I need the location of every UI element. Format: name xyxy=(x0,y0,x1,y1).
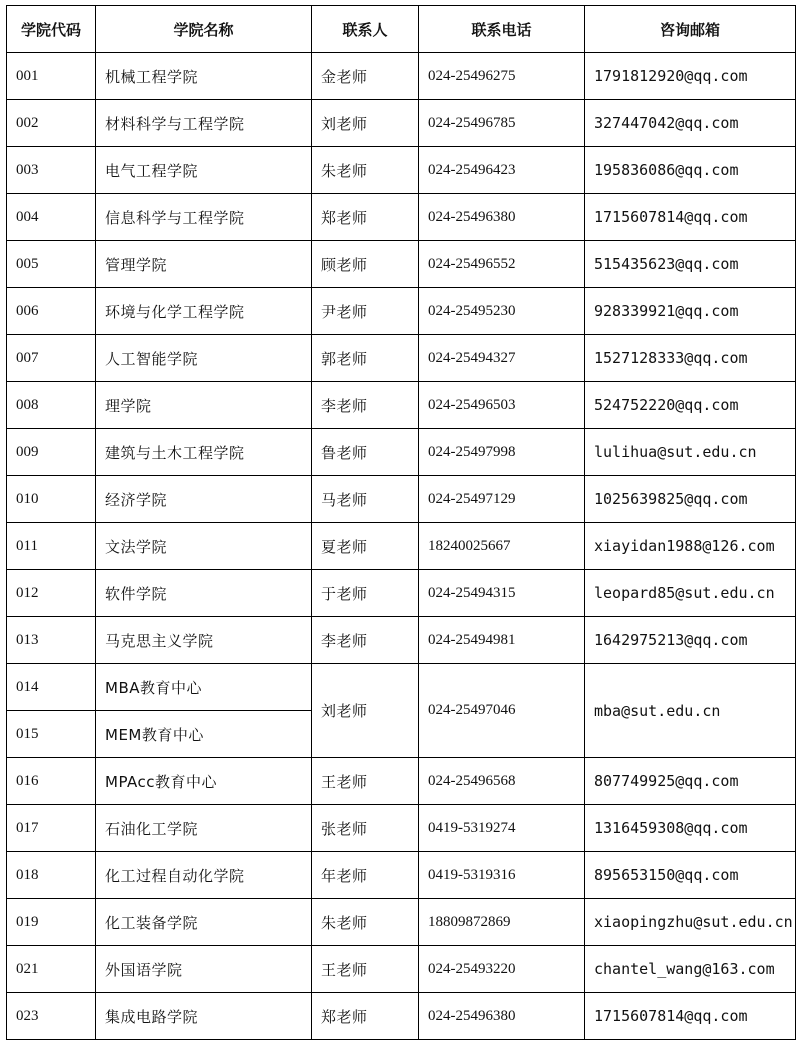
contact-email: 1316459308@qq.com xyxy=(585,805,796,852)
contact-phone: 024-25496380 xyxy=(419,194,585,241)
header-name: 学院名称 xyxy=(96,6,312,53)
contact-phone: 024-25494981 xyxy=(419,617,585,664)
contact-email: 1642975213@qq.com xyxy=(585,617,796,664)
contact-email: 515435623@qq.com xyxy=(585,241,796,288)
contact-email: 1025639825@qq.com xyxy=(585,476,796,523)
college-code: 005 xyxy=(7,241,96,288)
college-code: 019 xyxy=(7,899,96,946)
college-code: 014 xyxy=(7,664,96,711)
college-name: 建筑与土木工程学院 xyxy=(96,429,312,476)
contact-person: 朱老师 xyxy=(312,147,419,194)
contact-person: 王老师 xyxy=(312,758,419,805)
contact-phone: 18240025667 xyxy=(419,523,585,570)
table-row xyxy=(7,147,796,194)
contact-email: 895653150@qq.com xyxy=(585,852,796,899)
college-name: 马克思主义学院 xyxy=(96,617,312,664)
contact-email: 327447042@qq.com xyxy=(585,100,796,147)
college-name: 材料科学与工程学院 xyxy=(96,100,312,147)
table-row xyxy=(7,335,796,382)
header-code: 学院代码 xyxy=(7,6,96,53)
college-name: 外国语学院 xyxy=(96,946,312,993)
college-code: 015 xyxy=(7,711,96,758)
table-row xyxy=(7,899,796,946)
college-name: 软件学院 xyxy=(96,570,312,617)
table-row xyxy=(7,194,796,241)
contact-phone: 024-25496380 xyxy=(419,993,585,1040)
college-code: 009 xyxy=(7,429,96,476)
contact-email: 1791812920@qq.com xyxy=(585,53,796,100)
contact-email: leopard85@sut.edu.cn xyxy=(585,570,796,617)
college-code: 002 xyxy=(7,100,96,147)
table-row xyxy=(7,288,796,335)
college-name: 信息科学与工程学院 xyxy=(96,194,312,241)
contact-phone: 024-25496503 xyxy=(419,382,585,429)
table-row xyxy=(7,241,796,288)
contact-phone: 024-25496275 xyxy=(419,53,585,100)
college-name: MEM教育中心 xyxy=(96,711,312,758)
contact-phone: 0419-5319316 xyxy=(419,852,585,899)
contact-person: 马老师 xyxy=(312,476,419,523)
contact-email: chantel_wang@163.com xyxy=(585,946,796,993)
contact-phone: 024-25497129 xyxy=(419,476,585,523)
contact-person: 刘老师 xyxy=(312,664,419,758)
college-code: 013 xyxy=(7,617,96,664)
contact-phone: 0419-5319274 xyxy=(419,805,585,852)
contact-person: 李老师 xyxy=(312,617,419,664)
college-name: 石油化工学院 xyxy=(96,805,312,852)
contact-person: 顾老师 xyxy=(312,241,419,288)
contact-person: 郭老师 xyxy=(312,335,419,382)
contact-person: 朱老师 xyxy=(312,899,419,946)
contact-email: 1527128333@qq.com xyxy=(585,335,796,382)
college-name: 经济学院 xyxy=(96,476,312,523)
college-code: 007 xyxy=(7,335,96,382)
table-row xyxy=(7,758,796,805)
contact-email: 1715607814@qq.com xyxy=(585,993,796,1040)
table-row xyxy=(7,946,796,993)
contact-phone: 024-25497046 xyxy=(419,664,585,758)
college-name: 化工装备学院 xyxy=(96,899,312,946)
college-code: 006 xyxy=(7,288,96,335)
contact-phone: 024-25496568 xyxy=(419,758,585,805)
college-code: 008 xyxy=(7,382,96,429)
contact-phone: 024-25496785 xyxy=(419,100,585,147)
table-row xyxy=(7,476,796,523)
table-row xyxy=(7,523,796,570)
table-row xyxy=(7,53,796,100)
contact-phone: 024-25496423 xyxy=(419,147,585,194)
college-code: 021 xyxy=(7,946,96,993)
contact-email: lulihua@sut.edu.cn xyxy=(585,429,796,476)
college-name: 环境与化学工程学院 xyxy=(96,288,312,335)
college-name: 化工过程自动化学院 xyxy=(96,852,312,899)
table-row xyxy=(7,570,796,617)
college-code: 017 xyxy=(7,805,96,852)
contact-email: 195836086@qq.com xyxy=(585,147,796,194)
table-row xyxy=(7,382,796,429)
college-contacts-table xyxy=(6,5,796,1040)
contact-phone: 18809872869 xyxy=(419,899,585,946)
contact-email: xiayidan1988@126.com xyxy=(585,523,796,570)
table-row xyxy=(7,852,796,899)
contact-person: 王老师 xyxy=(312,946,419,993)
contact-email: 1715607814@qq.com xyxy=(585,194,796,241)
contact-person: 夏老师 xyxy=(312,523,419,570)
contact-person: 郑老师 xyxy=(312,194,419,241)
contact-person: 张老师 xyxy=(312,805,419,852)
college-name: 管理学院 xyxy=(96,241,312,288)
college-code: 010 xyxy=(7,476,96,523)
college-name: MBA教育中心 xyxy=(96,664,312,711)
contact-person: 年老师 xyxy=(312,852,419,899)
header-row xyxy=(7,6,796,53)
header-phone: 联系电话 xyxy=(419,6,585,53)
contact-email: 928339921@qq.com xyxy=(585,288,796,335)
college-code: 023 xyxy=(7,993,96,1040)
table-row xyxy=(7,100,796,147)
contact-person: 郑老师 xyxy=(312,993,419,1040)
table-row xyxy=(7,805,796,852)
contact-person: 尹老师 xyxy=(312,288,419,335)
college-code: 001 xyxy=(7,53,96,100)
contact-phone: 024-25494315 xyxy=(419,570,585,617)
college-name: MPAcc教育中心 xyxy=(96,758,312,805)
contact-person: 刘老师 xyxy=(312,100,419,147)
contact-email: 524752220@qq.com xyxy=(585,382,796,429)
table-row xyxy=(7,429,796,476)
contact-person: 于老师 xyxy=(312,570,419,617)
college-code: 004 xyxy=(7,194,96,241)
college-name: 文法学院 xyxy=(96,523,312,570)
contact-phone: 024-25493220 xyxy=(419,946,585,993)
contact-email: xiaopingzhu@sut.edu.cn xyxy=(585,899,796,946)
college-code: 012 xyxy=(7,570,96,617)
table-row xyxy=(7,617,796,664)
college-name: 电气工程学院 xyxy=(96,147,312,194)
contact-email: 807749925@qq.com xyxy=(585,758,796,805)
table-row xyxy=(7,993,796,1040)
college-name: 理学院 xyxy=(96,382,312,429)
header-email: 咨询邮箱 xyxy=(585,6,796,53)
college-code: 016 xyxy=(7,758,96,805)
college-code: 003 xyxy=(7,147,96,194)
college-code: 011 xyxy=(7,523,96,570)
contact-phone: 024-25495230 xyxy=(419,288,585,335)
college-name: 人工智能学院 xyxy=(96,335,312,382)
header-person: 联系人 xyxy=(312,6,419,53)
college-code: 018 xyxy=(7,852,96,899)
contact-person: 金老师 xyxy=(312,53,419,100)
contact-email: mba@sut.edu.cn xyxy=(585,664,796,758)
contact-phone: 024-25494327 xyxy=(419,335,585,382)
contact-phone: 024-25496552 xyxy=(419,241,585,288)
contact-person: 鲁老师 xyxy=(312,429,419,476)
contact-person: 李老师 xyxy=(312,382,419,429)
college-name: 机械工程学院 xyxy=(96,53,312,100)
contact-phone: 024-25497998 xyxy=(419,429,585,476)
college-name: 集成电路学院 xyxy=(96,993,312,1040)
table-row xyxy=(7,664,796,711)
